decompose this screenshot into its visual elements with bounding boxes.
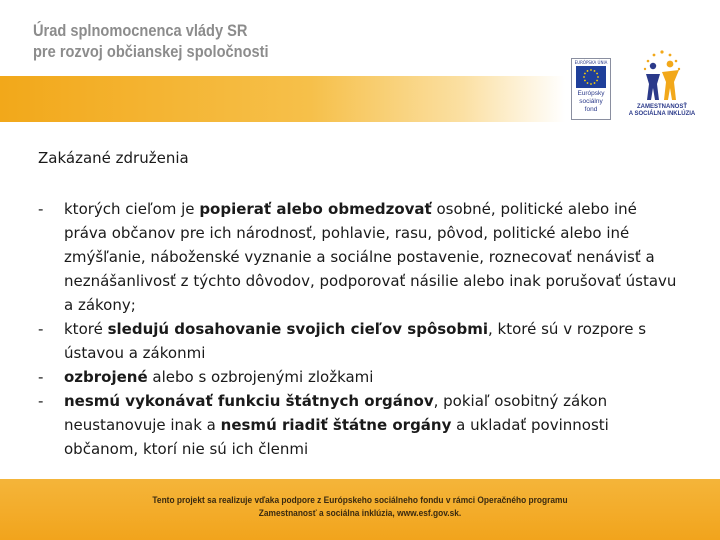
list-item [38,317,678,365]
footer-bar [0,479,720,540]
eu-star [587,70,589,72]
esf-top-text: EURÓPSKA ÚNIA [574,60,608,65]
people-stars-icon [626,48,698,104]
list-item-text: a ukladať povinnosti občanom, ktorí nie sú ich členmi [64,416,609,458]
footer-text [43,494,677,520]
list-item-text: osobné, politické alebo iné práva občanov pre ich národnosť, pohlavie, rasu, pôvod, politické alebo iné zmýšľanie, náboženské vyznanie a sociálne postavenie, roznecovať nenávisť a neznášanlivosť z týchto dôvodov, podporovať násilie alebo inak porušovať ústavu a zákony; [64,200,677,314]
list-dash: - [38,368,44,386]
list-item [38,365,678,389]
eu-star [594,70,596,72]
esf-label [572,90,610,114]
eu-star [584,80,586,82]
list-item-bold: nesmú vykonávať funkciu štátnych orgánov [64,392,434,410]
list-item-text: , ktoré sú v rozpore s ústavou a zákonmi [64,320,647,362]
header-bar [0,76,565,122]
list-item-text: ktoré [64,320,108,338]
eu-star [596,80,598,82]
list-item-bold: sledujú dosahovanie svojich cieľov spôsobmi [107,320,488,338]
prohibited-associations-list [38,197,678,461]
list-item-bold: ozbrojené [64,368,148,386]
eu-star [590,69,592,71]
footer-line2: Zamestnanosť a sociálna inklúzia, www.esf.gov.sk. [258,508,462,519]
esf-logo [571,58,611,120]
eu-star [597,76,599,78]
zsi-label-line2: A SOCIÁLNA INKLÚZIA [628,111,696,117]
list-item-bold: nesmú riadiť štátne orgány [220,416,452,434]
list-dash: - [38,392,44,410]
esf-label-line1: Európsky [577,90,605,97]
list-dash: - [38,320,44,338]
zsi-logo [626,48,698,122]
zsi-label [626,104,698,118]
section-title: Zakázané združenia [38,149,189,167]
list-item [38,389,678,461]
list-item-text: ktorých cieľom je [64,200,200,218]
eu-star [596,73,598,75]
esf-label-line2: sociálny [579,98,603,105]
eu-star [584,73,586,75]
list-item-bold: popierať alebo obmedzovať [199,200,432,218]
list-item [38,197,678,317]
list-dash: - [38,200,44,218]
zsi-label-line1: ZAMESTNANOSŤ [637,104,687,110]
list-item-text: , pokiaľ osobitný zákon neustanovuje inak a [64,392,608,434]
header-title-line1: Úrad splnomocnenca vlády SR [33,21,248,40]
eu-star [583,76,585,78]
header-title-line2: pre rozvoj občianskej spoločnosti [33,42,269,61]
list-item-text: alebo s ozbrojenými zložkami [147,368,374,386]
eu-flag-icon [576,66,606,88]
eu-star [590,83,592,85]
header-title [33,20,269,62]
footer-line1: Tento projekt sa realizuje vďaka podpore z Európskeho sociálneho fondu v rámci Operačného programu [152,495,568,506]
esf-label-line3: fond [584,106,598,113]
eu-star [594,82,596,84]
eu-star [587,82,589,84]
